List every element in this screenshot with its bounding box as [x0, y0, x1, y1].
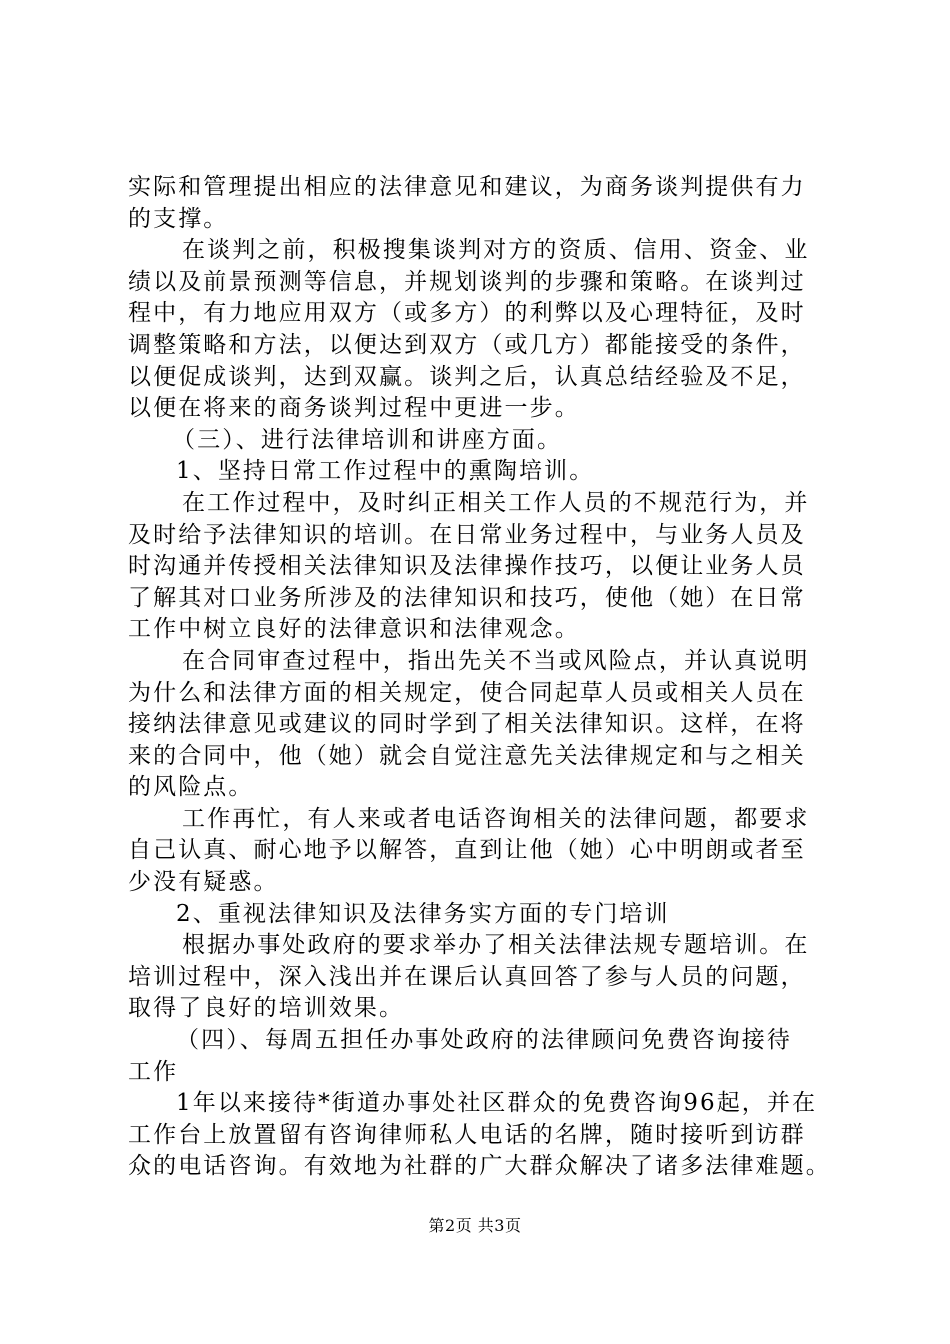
- subsection-heading-1: 1、坚持日常工作过程中的熏陶培训。: [176, 458, 595, 485]
- text-line: 工作台上放置留有咨询律师私人电话的名牌，随时接听到访群: [128, 1121, 806, 1148]
- text-line: 的支撑。: [128, 205, 229, 232]
- paragraph-start-line: 根据办事处政府的要求举办了相关法律法规专题培训。在: [182, 932, 810, 959]
- text-line: 众的电话咨询。有效地为社群的广大群众解决了诸多法律难题。: [128, 1153, 831, 1180]
- paragraph-start-line: 在合同审查过程中，指出先关不当或风险点，并认真说明: [182, 647, 810, 674]
- text-line: 了解其对口业务所涉及的法律知识和技巧，使他（她）在日常: [128, 584, 806, 611]
- text-line: 工作: [128, 1058, 179, 1085]
- text-line: 的风险点。: [128, 774, 254, 801]
- text-line: 接纳法律意见或建议的同时学到了相关法律知识。这样，在将: [128, 711, 806, 738]
- text-line: 以便在将来的商务谈判过程中更进一步。: [128, 395, 580, 422]
- document-body: [128, 172, 840, 1183]
- paragraph-start-line: 在谈判之前，积极搜集谈判对方的资质、信用、资金、业: [182, 237, 810, 264]
- text-line: 培训过程中，深入浅出并在课后认真回答了参与人员的问题，: [128, 963, 806, 990]
- text-line: 工作中树立良好的法律意识和法律观念。: [128, 616, 580, 643]
- text-line: 少没有疑惑。: [128, 869, 279, 896]
- text-line: 为什么和法律方面的相关规定，使合同起草人员或相关人员在: [128, 679, 806, 706]
- text-line: 及时给予法律知识的培训。在日常业务过程中，与业务人员及: [128, 521, 806, 548]
- paragraph-start-line: 1年以来接待*街道办事处社区群众的免费咨询96起，并在: [176, 1090, 818, 1117]
- page-number-label: 第2页 共3页: [428, 1216, 522, 1235]
- paragraph-start-line: 在工作过程中，及时纠正相关工作人员的不规范行为，并: [182, 489, 810, 516]
- text-line: 程中，有力地应用双方（或多方）的利弊以及心理特征，及时: [128, 300, 806, 327]
- text-line: 绩以及前景预测等信息，并规划谈判的步骤和策略。在谈判过: [128, 268, 806, 295]
- subsection-heading-2: 2、重视法律知识及法律务实方面的专门培训: [176, 900, 670, 927]
- page-footer: [0, 1213, 950, 1236]
- text-line: 以便促成谈判，达到双赢。谈判之后，认真总结经验及不足，: [128, 363, 806, 390]
- section-heading-3: （三）、进行法律培训和讲座方面。: [172, 426, 563, 453]
- text-line: 时沟通并传授相关法律知识及法律操作技巧，以便让业务人员: [128, 553, 806, 580]
- text-line: 实际和管理提出相应的法律意见和建议，为商务谈判提供有力: [128, 174, 806, 200]
- text-line: 来的合同中，他（她）就会自觉注意先关法律规定和与之相关: [128, 742, 806, 769]
- text-line: 调整策略和方法，以便达到双方（或几方）都能接受的条件，: [128, 331, 806, 358]
- section-heading-4: （四）、每周五担任办事处政府的法律顾问免费咨询接待: [176, 1027, 792, 1054]
- text-line: 自己认真、耐心地予以解答，直到让他（她）心中明朗或者至: [128, 837, 806, 864]
- paragraph-start-line: 工作再忙，有人来或者电话咨询相关的法律问题，都要求: [182, 805, 810, 832]
- text-line: 取得了良好的培训效果。: [128, 995, 405, 1022]
